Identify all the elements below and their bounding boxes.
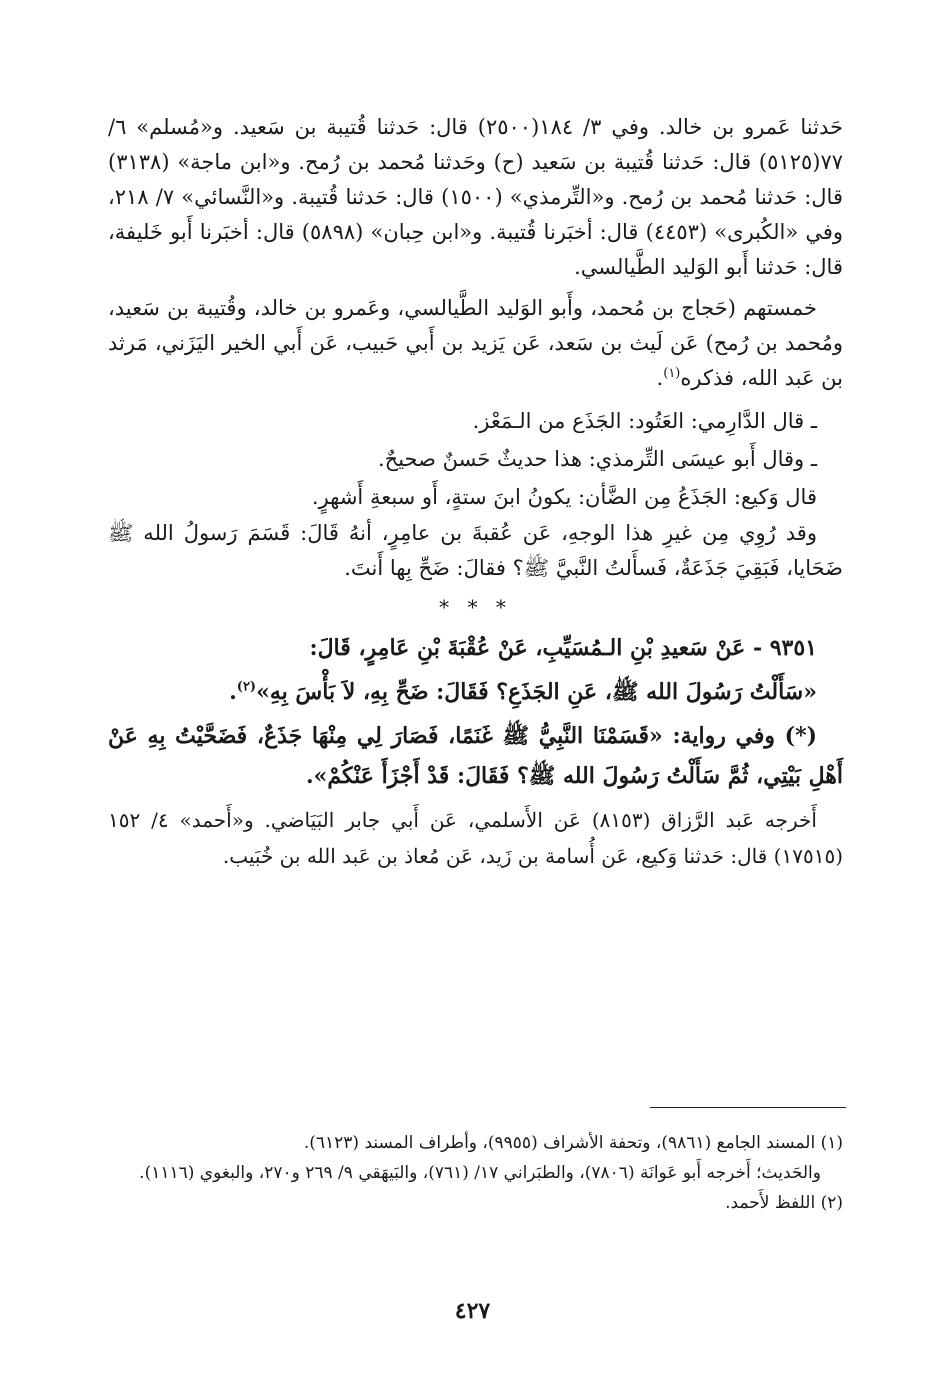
- hadith-matn-paragraph: «سَأَلْتُ رَسُولَ الله ﷺ، عَنِ الجَذَعِ؟ فَقَالَ: ضَحِّ بِهِ، لاَ بَأْسَ بِهِ»$^{(٢)}$.: [229, 679, 817, 705]
- other-route-text: وقد رُوِي مِن غيرِ هذا الوجهِ، عَن عُقبةَ بن عامِرٍ، أنهُ قَالَ: قَسَمَ رَسولُ الله ﷺ ضَحَايا، فَبَقِيَ جَذَعَةٌ، فَسأَلتُ النَّبيَّ ﷺ؟ فقالَ: ضَحِّ بِها أَنتَ.: [108, 521, 843, 580]
- footnote-divider: [650, 1107, 846, 1108]
- chain-continuation-paragraph: [108, 110, 843, 285]
- footnote-ref-2[interactable]: (٢): [236, 679, 257, 695]
- footnotes: [108, 1128, 843, 1218]
- chain-summary-paragraph: خمستهم (حَجاج بن مُحمد، وأَبو الوَليد الطَّيالسي، وعَمرو بن خالد، وقُتيبة بن سَعيد، ومُحمد بن رُمح) عَن لَيث بن سَعد، عَن يَزيد بن أَبي حَبيب، عَن أَبي الخير اليَزَني، مَرثد بن عَبد الله، فذكره$^{(١)}$.: [108, 296, 843, 390]
- hadith-number: ٩٣٥١ -: [752, 635, 817, 661]
- footnote-2: (٢) اللفظ لأَحمد.: [725, 1193, 843, 1213]
- footnote-1-continued: والحَديث؛ أَخرجه أَبو عَوانَة (٧٨٠٦)، والطبَراني ١٧/ (٧٦١)، والبَيهَقي ٩/ ٢٦٩ و٢٧٠، والبغوي (١١١٦).: [139, 1163, 821, 1183]
- page-number: ٤٢٧: [454, 1298, 491, 1324]
- hadith-heading: [108, 628, 843, 668]
- footnote-ref-1[interactable]: (١): [663, 366, 681, 381]
- section-separator: * * *: [439, 595, 512, 619]
- chain-summary-text: خمستهم (حَجاج بن مُحمد، وأَبو الوَليد الطَّيالسي، وعَمرو بن خالد، وقُتيبة بن سَعيد، ومُحمد بن رُمح) عَن لَيث بن سَعد، عَن يَزيد بن أَبي حَبيب، عَن أَبي الخير اليَزَني، مَرثد بن عَبد الله، فذكره: [108, 296, 843, 390]
- comment-tirmidhi: ـ وقال أَبو عيسَى التِّرمذي: هذا حديثٌ حَسنٌ صحيحٌ.: [377, 447, 817, 471]
- hadith-riwaya: (*) وفي رواية: «قَسَمْنَا النَّبِيُّ ﷺ غَنَمًا، فَصَارَ لِي مِنْهَا جَذَعٌ، فَضَحَّيْتُ بِهِ عَنْ أَهْلِ بَيْتِي، ثُمَّ سَأَلْتُ رَسُولَ الله ﷺ؟ فَقَالَ: قَدْ أَجْزَأَ عَنْكُمْ».: [108, 723, 843, 789]
- other-route-paragraph: [108, 516, 843, 586]
- comment-darimi: ـ قال الدَّارِمي: العَتُود: الجَذَع من الـمَعْز.: [472, 409, 817, 433]
- comment-waki: قال وَكيع: الجَذَعُ مِن الضَّأن: يكونُ ابنَ ستةٍ، أَو سبعةِ أَشهرٍ.: [311, 485, 817, 509]
- footnote-1: (١) المسند الجامع (٩٨٦١)، وتحفة الأشراف (٩٩٥٥)، وأطراف المسند (٦١٢٣).: [303, 1133, 843, 1153]
- page-body: [108, 110, 843, 874]
- hadith-isnad: عَنْ سَعيدِ بْنِ الـمُسَيِّبِ، عَنْ عُقْبَةَ بْنِ عَامِرٍ، قَالَ:: [309, 635, 746, 661]
- hadith-takhrij: أَخرجه عَبد الرَّزاق (٨١٥٣) عَن الأَسلمي، عَن أَبي جابر البَيَاضي. و«أَحمد» ٤/ ١٥٢ (١٧٥١٥) قال: حَدثنا وَكيع، عَن أُسامة بن زَيد، عَن مُعاذ بن عَبد الله بن خُبَيب.: [108, 808, 843, 868]
- chain-continuation-text: حَدثنا عَمرو بن خالد. وفي ٣/ ١٨٤(٢٥٠٠) قال: حَدثنا قُتيبة بن سَعيد. و«مُسلم» ٦/ ٧٧(٥١٢٥) قال: حَدثنا قُتيبة بن سَعيد (ح) وحَدثنا مُحمد بن رُمح. و«ابن ماجة» (٣١٣٨) قال: حَدثنا مُحمد بن رُمح. و«التِّرمذي» (١٥٠٠) قال: حَدثنا قُتيبة. و«النَّسائي» ٧/ ٢١٨، وفي «الكُبرى» (٤٤٥٣) قال: أخبَرنا قُتيبة. و«ابن حِبان» (٥٨٩٨) قال: أخبَرنا أَبو خَليفة، قال: حَدثنا أَبو الوَليد الطَّيالسي.: [108, 115, 843, 279]
- hadith-matn: «سَأَلْتُ رَسُولَ الله ﷺ، عَنِ الجَذَعِ؟ فَقَالَ: ضَحِّ بِهِ، لاَ بَأْسَ بِهِ»: [256, 679, 817, 705]
